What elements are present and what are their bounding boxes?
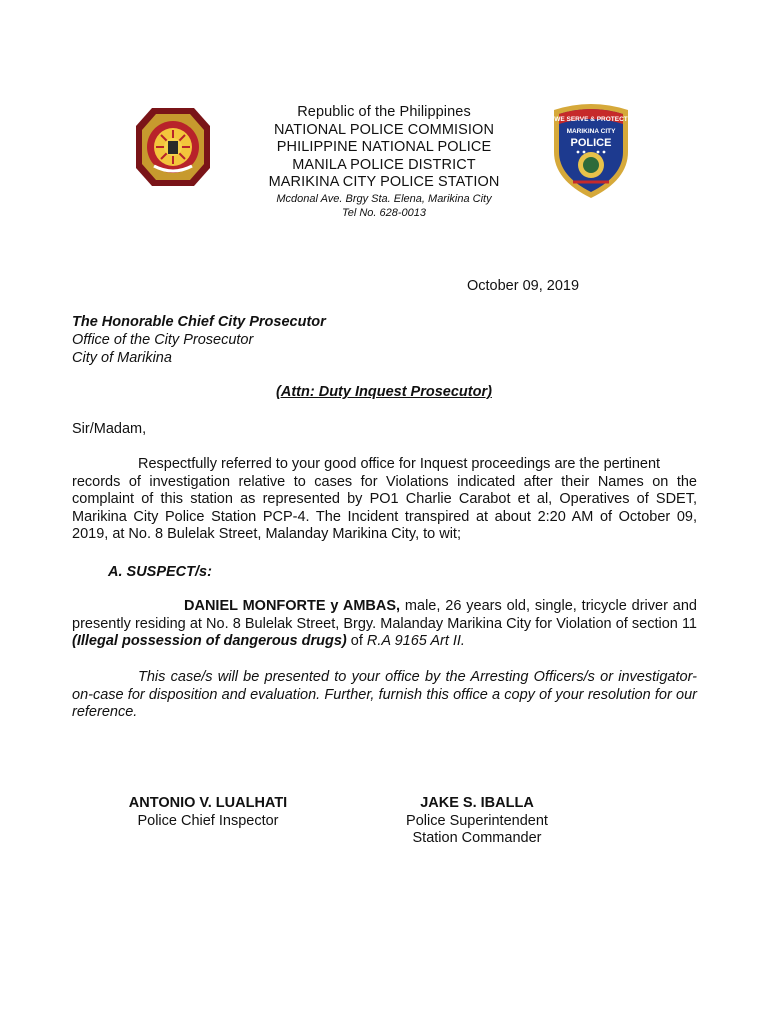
salutation: Sir/Madam, xyxy=(72,421,147,437)
suspect-heading: A. SUSPECT/s: xyxy=(108,564,212,580)
disposition-text: This case/s will be presented to your office by the Arresting Officers/s or investigator-on-case for disposition and evaluation. Further, furnish this office a copy of your resolution for our reference. xyxy=(72,669,697,721)
header-address: Mcdonal Ave. Brgy Sta. Elena, Marikina City xyxy=(276,192,492,205)
violation-text: (Illegal possession of dangerous drugs) xyxy=(72,633,347,650)
header-tel: Tel No. 628-0013 xyxy=(342,206,426,219)
suspect-name: DANIEL MONFORTE y AMBAS, xyxy=(184,598,401,614)
referral-first-line: Respectfully referred to your good office for Inquest proceedings are the pertinent xyxy=(138,456,661,472)
signatory-2 xyxy=(377,795,577,848)
suspect-description: male, 26 years old, single, tricycle driver and presently residing at No. 8 Bulelak Street, Brgy. Malanday Marikina City for Violation of section 11 xyxy=(72,598,697,632)
addressee-city: City of Marikina xyxy=(72,350,172,366)
signatory-2-name: JAKE S. IBALLA xyxy=(420,795,534,811)
letterhead xyxy=(200,104,568,220)
disposition-paragraph xyxy=(72,669,697,722)
signatory-2-title: Police Superintendent xyxy=(406,812,548,829)
referral-first-line-wrap xyxy=(72,456,697,474)
addressee-block xyxy=(72,313,326,367)
attention-line: (Attn: Duty Inquest Prosecutor) xyxy=(276,384,492,400)
law-reference: R.A 9165 Art II. xyxy=(366,633,465,650)
suspect-paragraph xyxy=(72,598,697,651)
svg-text:WE SERVE & PROTECT: WE SERVE & PROTECT xyxy=(554,116,628,123)
signatory-1-name: ANTONIO V. LUALHATI xyxy=(128,795,288,811)
svg-text:POLICE: POLICE xyxy=(570,137,612,149)
header-napolcom: NATIONAL POLICE COMMISION xyxy=(273,121,495,138)
addressee-name: The Honorable Chief City Prosecutor xyxy=(72,314,326,330)
signatory-1 xyxy=(108,795,308,830)
header-republic: Republic of the Philippines xyxy=(297,104,471,120)
svg-text:MARIKINA CITY: MARIKINA CITY xyxy=(566,128,616,135)
header-pnp: PHILIPPINE NATIONAL POLICE xyxy=(276,139,492,156)
header-station: MARIKINA CITY POLICE STATION xyxy=(268,174,500,191)
signatory-2-title2: Station Commander xyxy=(412,830,542,847)
addressee-office: Office of the City Prosecutor xyxy=(72,332,254,348)
letter-date: October 09, 2019 xyxy=(467,278,580,294)
of-text: of xyxy=(346,633,367,650)
referral-paragraph xyxy=(72,456,697,544)
signatory-1-title: Police Chief Inspector xyxy=(137,812,279,829)
marikina-police-badge-logo xyxy=(548,100,634,200)
header-mpd: MANILA POLICE DISTRICT xyxy=(292,156,476,173)
referral-rest: records of investigation relative to cases for Violations indicated after their Names on the complaint of this station as represented by PO1 Charlie Carabot et al, Operatives of SDET, Marikina City Police Station PCP-4. The Incident transpired at about 2:20 AM of October 09, 2019, at No. 8 Bulelak Street, Malanday Marikina City, to wit; xyxy=(72,473,697,543)
